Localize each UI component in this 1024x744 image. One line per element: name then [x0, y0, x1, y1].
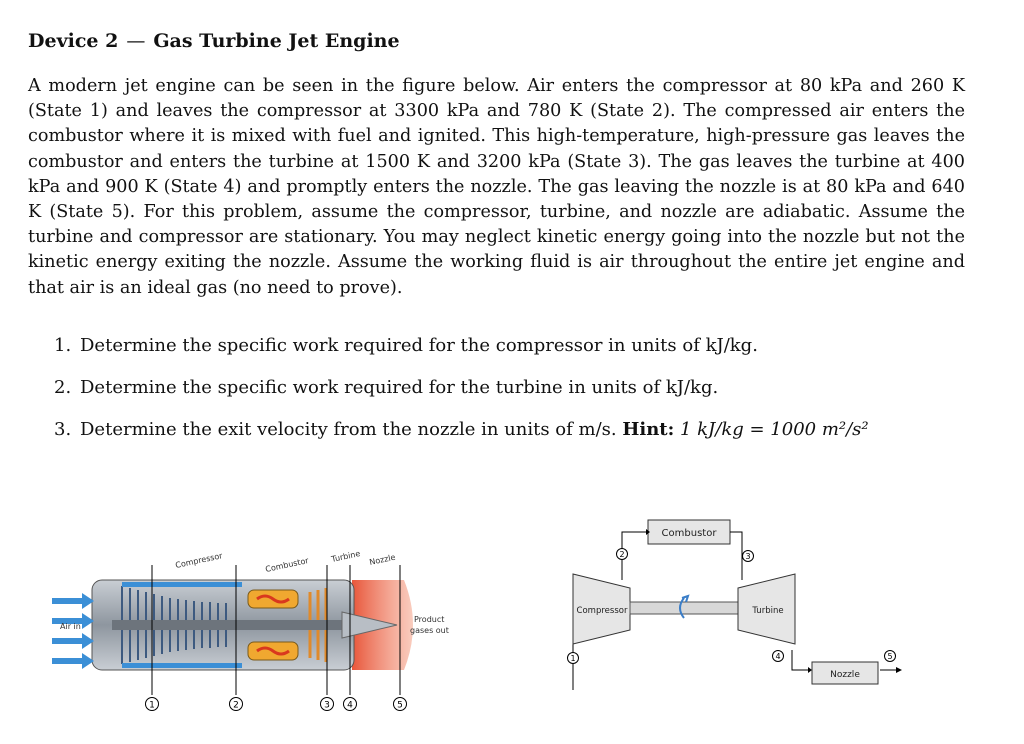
hint-formula: 1 kJ/kg = 1000 m²/s²: [679, 419, 869, 440]
arrow-out-nozzle: [896, 667, 902, 673]
engine-label-nozzle: Nozzle: [368, 552, 397, 567]
engine-state-3: 3: [324, 700, 330, 711]
schematic-state-3: 3: [745, 552, 751, 561]
engine-label-air-in: Air in: [60, 622, 81, 631]
question-item: 2. Determine the specific work required for the turbine in units of kJ/kg.: [54, 377, 719, 398]
engine-label-product-2: gases out: [410, 626, 449, 635]
engine-state-2: 2: [233, 700, 239, 711]
schematic-label-nozzle: Nozzle: [830, 670, 860, 680]
engine-state-4: 4: [347, 700, 353, 711]
question-item: 3. Determine the exit velocity from the nozzle in units of m/s. Hint: 1 kJ/kg = 1000 m²/s²: [54, 419, 869, 440]
engine-label-turbine: Turbine: [330, 549, 362, 564]
engine-label-compressor: Compressor: [174, 551, 224, 570]
question-list: [54, 334, 984, 460]
jet-engine-figure: [52, 540, 472, 720]
engine-state-markers: [146, 698, 407, 711]
schematic-label-compressor: Compressor: [576, 606, 628, 616]
problem-statement: A modern jet engine can be seen in the figure below. Air enters the compressor at 80 kPa and 260 K (State 1) and leaves the compressor at 3300 kPa and 780 K (State 2). The compressed air enters the combustor where it is mixed with fuel and ignited. This high-temperature, high-pressure gas leaves the combustor and enters the turbine at 1500 K and 3200 kPa (State 3). The gas leaves the turbine at 400 kPa and 900 K (State 4) and promptly enters the nozzle. The gas leaving the nozzle is at 80 kPa and 640 K (State 5). For this problem, assume the compressor, turbine, and nozzle are adiabatic. Assume the turbine and compressor are stationary. You may neglect kinetic energy going into the nozzle but not the kinetic energy exiting the nozzle. Assume the working fluid is air throughout the entire jet engine and that air is an ideal gas (no need to prove).: [28, 76, 965, 298]
heading-dash: —: [126, 30, 146, 52]
hint-label: Hint:: [622, 419, 675, 440]
engine-schematic: [560, 510, 920, 700]
device-label: Device 2: [28, 30, 119, 52]
schematic-state-1: 1: [570, 654, 576, 663]
engine-shaft: [112, 620, 352, 630]
schematic-label-turbine: Turbine: [752, 606, 784, 616]
schematic-shaft: [630, 602, 738, 614]
question-item: 1. Determine the specific work required for the compressor in units of kJ/kg.: [54, 335, 758, 356]
schematic-state-4: 4: [775, 652, 781, 661]
arrow-into-nozzle: [808, 667, 812, 673]
schematic-state-5: 5: [887, 652, 893, 661]
engine-label-combustor: Combustor: [264, 556, 310, 574]
engine-state-5: 5: [397, 700, 403, 711]
engine-label-product-1: Product: [414, 615, 445, 624]
problem-heading: [28, 30, 400, 52]
schematic-state-2: 2: [619, 550, 625, 559]
device-title: Gas Turbine Jet Engine: [153, 30, 400, 52]
schematic-label-combustor: Combustor: [661, 528, 717, 539]
engine-state-1: 1: [149, 700, 155, 711]
